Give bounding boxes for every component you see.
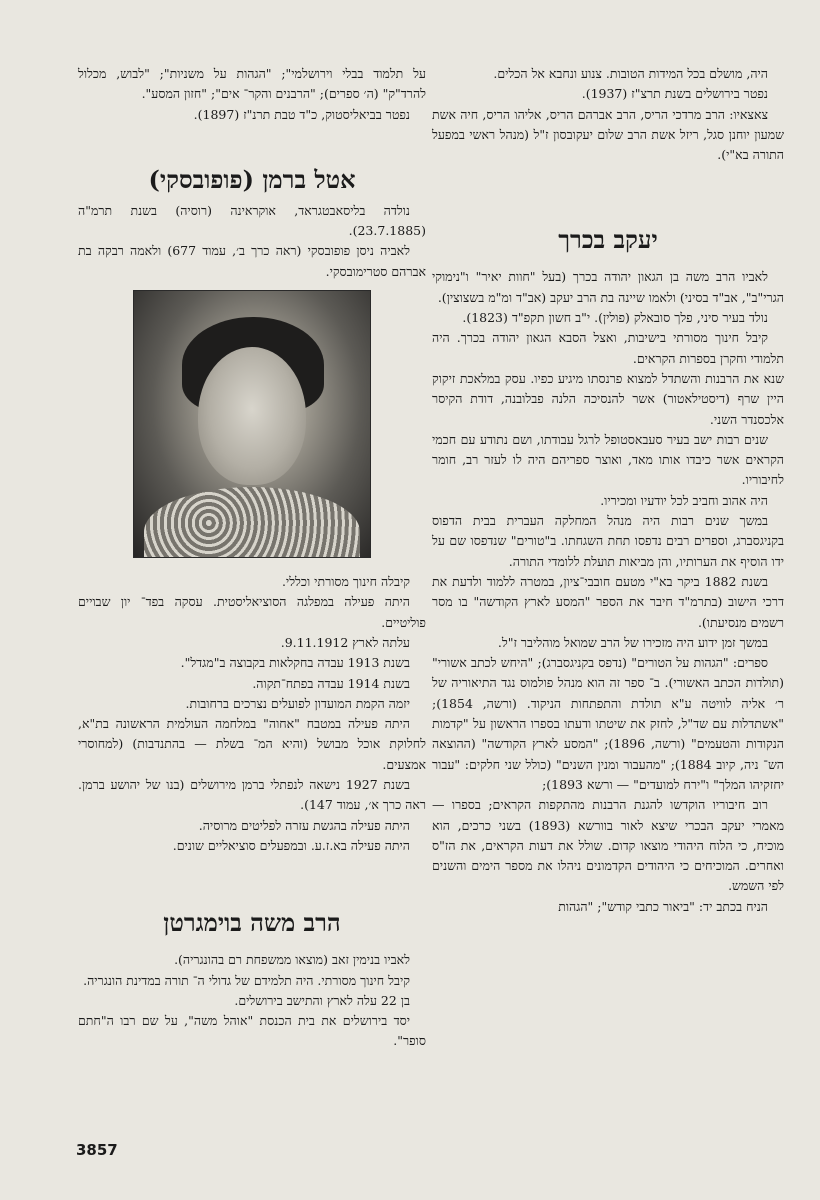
entry-paragraph: קיבל חינוך מסורתי בישיבות, ואצל הסבא הגאון יהודה בכרך. היה תלמודי וחקרן בספרות הקראים.	[432, 330, 784, 366]
entry-heading-baumgarten: הרב משה בוימגרטן	[163, 908, 341, 938]
entry-paragraph: לאביו בנימין זאב (מוצאו ממשפחת רם בהונגריה).	[174, 952, 410, 968]
continuation-paragraph: נפטר בביאליסטוק, כ"ד טבת תרנ"ז (1897).	[193, 106, 410, 122]
entry-paragraph: היתה פעילה במפלגה הסוציאליסטית. עסקה בפד־ יון שבויים פוליטיים.	[78, 594, 426, 630]
entry-paragraph: יזמה הקמת המועדון לפועלים נצרכים ברחובות.	[185, 695, 410, 711]
entry-paragraph: נולד בעיר סיני, פלך סובאלק (פולין). י"ב חשון תקפ"ד (1823).	[462, 310, 768, 326]
entry-body-bachrach	[432, 267, 784, 917]
entry-paragraph: רוב חיבוריו הוקדשו להגנת הרבנות מהתקפות הקראים; בספרו — מאמרי יעקב הבכרי שיצא לאור בוורשא (1893) בשני כרכים, הוא מוכיח, כי הלוח היהודי מוצאו קדום. שולל את דעות הקראים, את הז"ס ואחרים. המוכיחים כי היהודים הקדמונים ניהלו את מספר הימים והשנים לפי השמש.	[432, 797, 784, 894]
entry-paragraph: עלתה לארץ 9.11.1912.	[280, 634, 410, 650]
entry-paragraph: היתה פעילה בהגשת עזרה לפליטים מרוסיה.	[198, 817, 410, 833]
entry-paragraph: במשך זמן ידוע היה מזכירו של הרב שמואל מוהליבר ז"ל.	[497, 634, 768, 650]
entry-paragraph: במשך שנים רבות היה מנהל המחלקה העברית בבית הדפוס בקניגסברג, וספרים רבים נדפסו תחת השגחתו. ב"טורים" שנדפסו שם על ידו הוסיף את הערותיו, והן מביאות תועלת ללומדי התורה.	[432, 513, 784, 569]
entry-paragraph: קיבל חינוך מסורתי. היה תלמידם של גדולי ה־ תורה במדינת הונגריה.	[83, 972, 410, 988]
right-column	[432, 64, 784, 917]
entry-paragraph: לאביו הרב משה בן הגאון יהודה בכרך (בעל "חוות יאיר" ו"נימוקי הגרי"ב", אב"ד בסיני) ולאמו שיינה בת הרב יעקב (אב"ד ומ"מ בשצוצין).	[432, 269, 784, 305]
entry-paragraph: היתה פעילה במטבח "אחוה" במלחמה העולמית הראשונה בת"א, לחלוקת אוכל מבושל (והיא המ־ בשלת — בהתנדבות) (למחוסרי אמצעים.	[78, 716, 426, 772]
entry-paragraph: היה אהוב וחביב לכל יודעיו ומכיריו.	[600, 492, 768, 508]
continuation-paragraph: על תלמוד בבלי וירושלמי"; "הגהות על משניות"; "לבוש, מכלול להרד"ק" (ה׳ ספרים); "הרבנים והקר־ אים"; "חזון המסע".	[78, 66, 426, 102]
entry-paragraph: בשנת 1927 נישאה לנפתלי ברמן מירושלים (בנו של יהושע ברמן. ראה כרך א׳, עמוד 147).	[78, 777, 426, 813]
left-column	[78, 64, 426, 1052]
entry-paragraph: בן 22 עלה לארץ והתישב בירושלים.	[234, 992, 410, 1008]
entry-paragraph: נולדה בליסאבטגראד, אוקראינה (רוסיה) בשנת תרמ"ה (23.7.1885).	[78, 202, 426, 239]
intro-paragraph-3: צאצאיו: הרב מרדכי הריס, הרב אברהם הריס, אליהו הריס, חיה אשת שמעון יוחנן סגל, ריזל אשת הרב שלום יעקובסון ז"ל (מנהל ראשי במפעל התורה בא"י).	[432, 106, 784, 163]
portrait-face	[198, 347, 306, 485]
entry-paragraph: קיבלה חינוך מסורתי וכללי.	[281, 574, 410, 590]
portrait-photo	[133, 290, 371, 558]
portrait-dress	[144, 487, 360, 558]
entry-paragraph: ספרים: "הגהות על הטורים" (נדפס בקניגסברג); "היחש לכתב אשורי" (תולדות הכתב האשורי). ב־ ספר זה הוא מנהל פולמוס נגד התיאוריה של ר׳ אליה לוויטה ע"א תולדת והתפתחות הניקוד. (ורשה, 1854); "אשתדלות עם שד"ל, לחזק את שיטתו ודעתו בספרו הראשון על "קדמות הנקודות והטעמים" (ורשה, 1896); "המסע לארץ הקודשה" (ההוצאה הש־ ניה, קיוב 1884); "מהעבור ומנין השנים" (כולל שני חלקים: "עבור יחזקיהו המלך" ו"ירח למועדים" — ורשא 1893);	[432, 655, 784, 792]
page-number: 3857	[76, 1141, 118, 1159]
intro-paragraph-1: היה, מושלם בכל המידות הטובות. צנוע ונחבא אל הכלים.	[493, 66, 768, 81]
entry-paragraph: שנא את הרבנות והשתדל למצוא פרנסתו מיגיע כפיו. עסק במלאכת זיקוק היין שרף (דיסטילאטור) אשר להנסיכה הלנה פבלובנה, דודת הקיסר אלכסנדר השני.	[432, 370, 784, 427]
entry-paragraph: בשנת 1882 ביקר בא"י מטעם חובבי־ציון, במטרה ללמוד ולדעת את דרכי הישוב (בתרמ"ד חיבר את הספר "המסע לארץ הקודשה" בו מסר רשמים מנסיעתו).	[432, 573, 784, 630]
entry-paragraph: בשנת 1913 עבדה בחקלאות בקבוצה ב"מגדל".	[180, 655, 410, 671]
entry-paragraph: הניח בכתב יד: "ביאור כתבי קודש"; "הגהות	[558, 898, 768, 914]
entry-paragraph: היתה פעילה בא.ז.ע. ובמפעלים סוציאליים שונים.	[172, 837, 410, 853]
entry-paragraph: יסד בירושלים את בית הכנסת "אוהל משה", על שם רבו ה"חתם סופר".	[78, 1013, 426, 1049]
entry-heading-bachrach: יעקב בכרך	[558, 225, 658, 255]
entry-paragraph: שנים רבות ישב בעיר סעבאסטופל לרגל עבודתו, ושם נתודע עם חכמי הקראים אשר כיבדו אותו מאד, ואוצר ספריהם היה לו לעזר רב, חומר לחיבוריו.	[432, 431, 784, 488]
entry-heading-berman: אטל ברמן (פופובסקי)	[148, 164, 356, 194]
entry-paragraph: בשנת 1914 עבדה בפתח־תקוה.	[252, 675, 410, 691]
intro-paragraph-2: נפטר בירושלים בשנת תרצ"ז (1937).	[581, 86, 768, 102]
entry-paragraph: לאביה ניסן פופובסקי (ראה כרך ב׳, עמוד 677) ולאמה רבקה בת אברהם סטרימובסקי.	[78, 243, 426, 279]
